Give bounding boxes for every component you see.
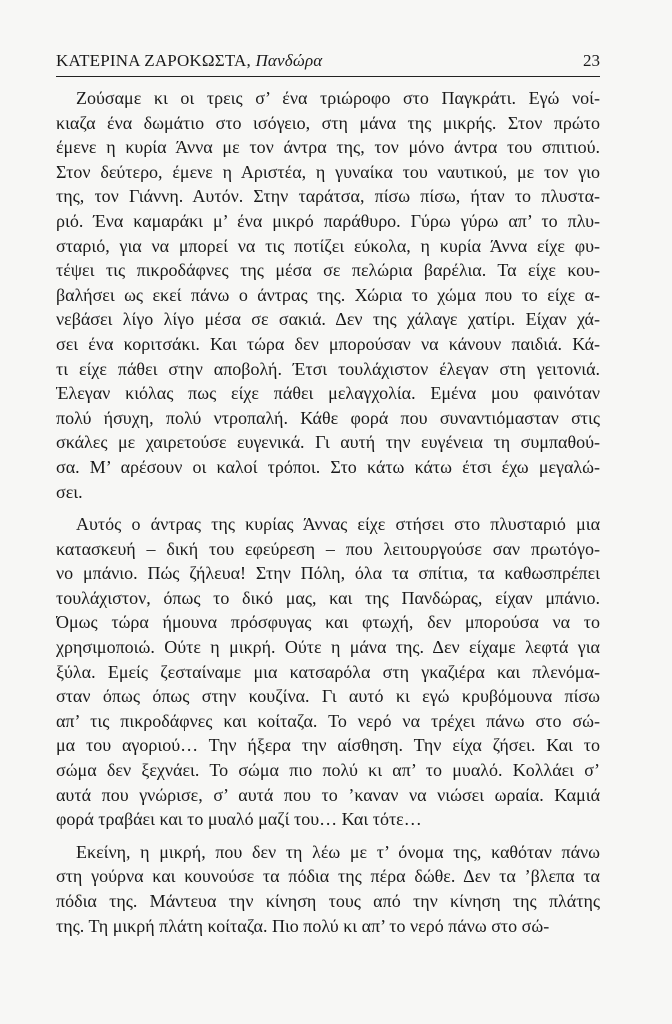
text-line: ξύλα. Εμείς ζεσταίναμε μια κατσαρόλα στη γκαζιέρα και πλενόμα- bbox=[56, 661, 600, 682]
text-line: σει. bbox=[56, 481, 83, 502]
text-line: κατασκευή – δική του εφεύρεση – που λειτουργούσε σαν πρωτόγο- bbox=[56, 538, 600, 559]
paragraph bbox=[56, 86, 600, 504]
text-line: βαλήσει ως εκεί πάνω ο άντρας της. Χώρια το χώμα που το είχε α- bbox=[56, 284, 600, 305]
text-line: τι είχε πάθει στην αποβολή. Έτσι τουλάχιστον έλεγαν στη γειτονιά. bbox=[56, 358, 600, 379]
text-line: ριό. Ένα καμαράκι μ’ ένα μικρό παράθυρο. Γύρω γύρω απ’ το πλυ- bbox=[56, 210, 600, 231]
text-line: της. Τη μικρή πλάτη κοίταζα. Πιο πολύ κι απ’ το νερό πάνω στο σώ- bbox=[56, 915, 550, 936]
text-line: χρησιμοποιώ. Ούτε η μικρή. Ούτε η μάνα της. Δεν είχαμε λεφτά για bbox=[56, 637, 600, 658]
text-line: σει ένα κοριτσάκι. Και τώρα δεν μπορούσαν να κάνουν παιδιά. Κά- bbox=[56, 333, 600, 354]
text-line: πόδια της. Μάντευα την κίνηση τους από την κίνηση της πλάτης bbox=[56, 891, 600, 911]
text-line: σκάλες με χαιρετούσε ευγενικά. Γι αυτή την ευγένεια τη συμπαθού- bbox=[56, 432, 600, 453]
text-line: μα του αγοριού… Την ήξερα την αίσθηση. Την είχα ζήσει. Και το bbox=[56, 735, 600, 756]
text-line: Στον δεύτερο, έμενε η Αριστέα, η γυναίκα του ναυτικού, με τον γιο bbox=[56, 161, 600, 182]
text-line: κιαζα ένα δωμάτιο στο ισόγειο, στη μάνα της μικρής. Στον πρώτο bbox=[56, 112, 600, 133]
text-line: νο μπάνιο. Πώς ζήλευα! Στην Πόλη, όλα τα σπίτια, τα καθωσπρέπει bbox=[56, 563, 600, 584]
text-line: στη γούρνα και κουνούσε τα πόδια της πέρα δώθε. Δεν τα ’βλεπα τα bbox=[56, 866, 600, 887]
body-text bbox=[56, 86, 600, 938]
paragraph bbox=[56, 840, 600, 938]
text-line: έμενε η κυρία Άννα με τον άντρα της, τον μόνο άντρα του σπιτιού. bbox=[56, 137, 600, 158]
text-line: Ζούσαμε κι οι τρεις σ’ ένα τριώροφο στο Παγκράτι. Εγώ νοί- bbox=[76, 88, 600, 108]
text-line: σταν όπως όπως στην κουζίνα. Γι αυτό κι εγώ κρυβόμουνα πίσω bbox=[56, 686, 600, 707]
text-line: τέψει τις πικροδάφνες της μέσα σε πελώρια βαρέλια. Τα είχε κου- bbox=[56, 260, 600, 281]
page-number: 23 bbox=[583, 51, 600, 70]
text-line: σταριό, για να μπορεί να τις ποτίζει εύκολα, η κυρία Άννα είχε φυ- bbox=[56, 235, 600, 256]
running-header bbox=[56, 50, 600, 77]
text-line: σα. Μ’ αρέσουν οι καλοί τρόποι. Στο κάτω κάτω έτσι έχω μεγαλώ- bbox=[56, 456, 600, 477]
header-author bbox=[56, 50, 322, 72]
author-name: ΚΑΤΕΡΙΝΑ ΖΑΡΟΚΩΣΤΑ, bbox=[56, 51, 251, 70]
text-line: Εκείνη, η μικρή, που δεν τη λέω με τ’ όνομα της, καθόταν πάνω bbox=[76, 841, 600, 862]
text-line: τουλάχιστον, όπως το δικό μας, και της Πανδώρας, είχαν μπάνιο. bbox=[56, 587, 600, 608]
text-line: νεβάσει λίγο λίγο μέσα σε σακιά. Δεν της χάλαγε χατίρι. Είχαν χά- bbox=[56, 309, 600, 330]
text-line: πολύ ήσυχη, πολύ ντροπαλή. Κάθε φορά που συναντιόμασταν στις bbox=[56, 407, 600, 428]
book-title: Πανδώρα bbox=[255, 51, 323, 70]
text-line: απ’ τις πικροδάφνες και κοίταζα. Το νερό να τρέχει πάνω στο σώ- bbox=[56, 710, 600, 731]
text-line: Αυτός ο άντρας της κυρίας Άννας είχε στήσει στο πλυσταριό μια bbox=[76, 514, 600, 535]
text-line: της, τον Γιάννη. Αυτόν. Στην ταράτσα, πίσω πίσω, ήταν το πλυστα- bbox=[56, 186, 600, 207]
text-line: αυτά που γνώρισε, σ’ αυτά που το ’καναν να νιώσει ωραία. Καμιά bbox=[56, 784, 600, 805]
text-line: σώμα δεν ξεχνάει. Το σώμα πιο πολύ κι απ’ το μυαλό. Κολλάει σ’ bbox=[56, 760, 600, 781]
paragraph bbox=[56, 512, 600, 832]
text-line: Όμως τώρα ήμουνα πρόσφυγας και φτωχή, δεν μπορούσα να το bbox=[56, 612, 600, 633]
text-line: Έλεγαν κιόλας πως είχε πάθει μελαγχολία. Εμένα μου φαινόταν bbox=[56, 383, 600, 404]
text-line: φορά τραβάει και το μυαλό μαζί του… Και τότε… bbox=[56, 809, 422, 830]
